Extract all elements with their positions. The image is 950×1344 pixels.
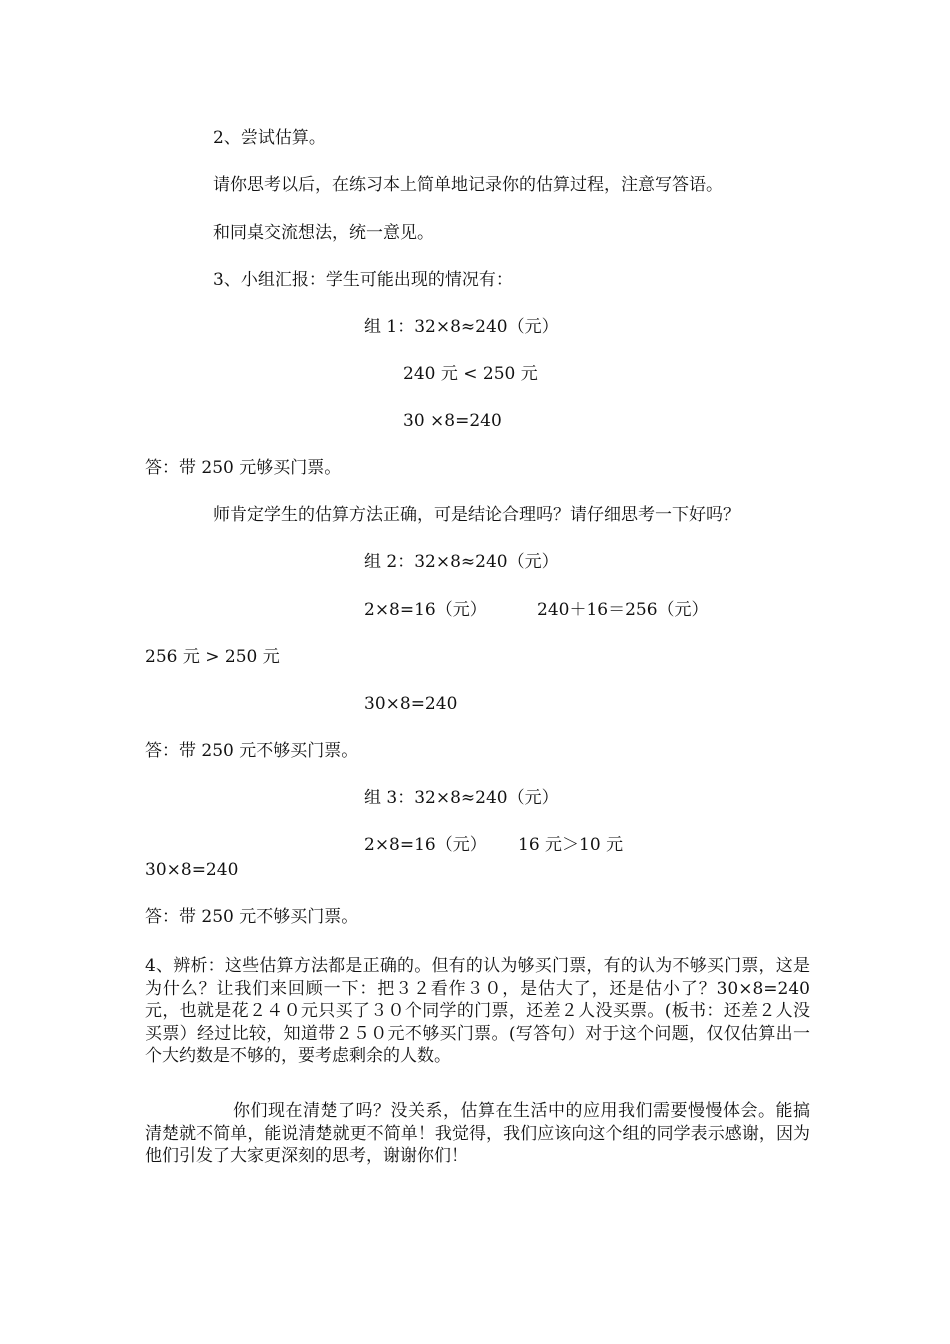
step2-title: 2、尝试估算。	[213, 128, 326, 148]
group3-answer: 答：带 250 元不够买门票。	[145, 907, 359, 927]
step4-paragraph: 4、辨析：这些估算方法都是正确的。但有的认为够买门票，有的认为不够买门票，这是为什么？让我们来回顾一下：把３２看作３０，是估大了，还是估小了？30×8=240 元，也就是花２４０元只买了３０个同学的门票，还差２人没买票。(板书：还差２人没买票）经过比较，知道带２５０元不够买门票。(写答句）对于这个问题，仅仅估算出一个大约数是不够的，要考虑剩余的人数。	[145, 956, 810, 1066]
group2-line2b: 240＋16＝256（元）	[537, 600, 709, 620]
group2-line1: 组 2：32×8≈240（元）	[364, 552, 559, 572]
closing-paragraph: 你们现在清楚了吗？没关系，估算在生活中的应用我们需要慢慢体会。能搞清楚就不简单，能说清楚就更不简单！我觉得，我们应该向这个组的同学表示感谢，因为他们引发了大家更深刻的思考，谢谢你们！	[145, 1101, 810, 1166]
group1-line1: 组 1：32×8≈240（元）	[364, 317, 559, 337]
group2-line3: 30×8=240	[364, 694, 458, 714]
group3-line3: 30×8=240	[145, 860, 239, 880]
group3-line1: 组 3：32×8≈240（元）	[364, 788, 559, 808]
step2-instruction: 请你思考以后，在练习本上简单地记录你的估算过程，注意写答语。	[213, 175, 723, 195]
group2-compare: 256 元 > 250 元	[145, 647, 280, 667]
group3-line2a: 2×8=16（元）	[364, 835, 487, 855]
group2-line2a: 2×8=16（元）	[364, 600, 487, 620]
step2-discuss: 和同桌交流想法，统一意见。	[213, 223, 434, 243]
step3-title: 3、小组汇报：学生可能出现的情况有：	[213, 270, 513, 290]
group1-line3: 30 ×8=240	[403, 411, 502, 431]
group1-answer: 答：带 250 元够买门票。	[145, 458, 342, 478]
teacher-question: 师肯定学生的估算方法正确，可是结论合理吗？请仔细思考一下好吗？	[213, 505, 740, 525]
group3-line2b: 16 元＞10 元	[518, 835, 624, 855]
group1-line2: 240 元 < 250 元	[403, 364, 538, 384]
group2-answer: 答：带 250 元不够买门票。	[145, 741, 359, 761]
